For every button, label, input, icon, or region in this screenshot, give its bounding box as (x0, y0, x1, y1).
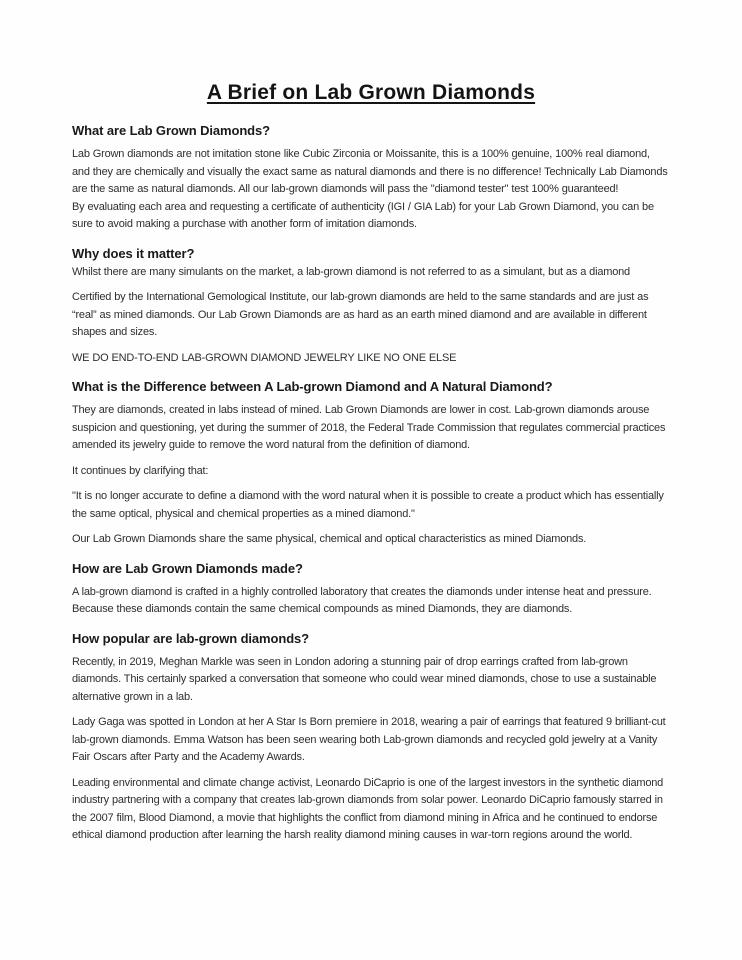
section-why-does-it-matter (72, 245, 670, 368)
section-heading: How are Lab Grown Diamonds made? (72, 560, 303, 576)
section-how-are-lab-grown-diamonds-made (72, 560, 670, 619)
paragraph: WE DO END-TO-END LAB-GROWN DIAMOND JEWELRY LIKE NO ONE ELSE (72, 351, 457, 364)
section-heading: What is the Difference between A Lab-grown Diamond and A Natural Diamond? (72, 379, 553, 394)
paragraph: Our Lab Grown Diamonds share the same physical, chemical and optical characteristics as mined Diamonds. (72, 533, 587, 545)
section-what-are-lab-grown-diamonds (72, 122, 670, 234)
paragraph: "It is no longer accurate to define a diamond with the word natural when it is possible to create a product which has essentially the same optical, physical and chemical properties as a mined diamond." (72, 490, 664, 520)
paragraph: A lab-grown diamond is crafted in a highly controlled laboratory that creates the diamonds under intense heat and pressure. Because these diamonds contain the same chemical compounds as mined Diamonds, they are diamonds. (72, 585, 652, 615)
paragraph: Recently, in 2019, Meghan Markle was seen in London adoring a stunning pair of drop earrings crafted from lab-grown diamonds. This certainly sparked a conversation that someone who could wear mined diamonds, chose to use a sustainable alternative grown in a lab. (72, 655, 657, 703)
paragraph: By evaluating each area and requesting a certificate of authenticity (IGI / GIA Lab) for your Lab Grown Diamond, you can be sure to avoid making a purchase with another form of imitation diamonds. (72, 200, 654, 230)
paragraph: Lab Grown diamonds are not imitation stone like Cubic Zirconia or Moissanite, this is a 100% genuine, 100% real diamond, and they are chemically and visually the exact same as natural diamonds and there is no difference! Technically Lab Diamonds are the same as natural diamonds. All our lab-grown diamonds will pass the "diamond tester" test 100% guaranteed! (72, 148, 668, 195)
document-title: A Brief on Lab Grown Diamonds (206, 81, 536, 104)
paragraph: They are diamonds, created in labs instead of mined. Lab Grown Diamonds are lower in cost. Lab-grown diamonds arouse suspicion and questioning, yet during the summer of 2018, the Federal Trade Commission that regulates commercial practices amended its jewelry guide to remove the word natural from the definition of diamond. (72, 404, 666, 451)
paragraph: It continues by clarifying that: (72, 464, 209, 477)
section-heading: How popular are lab-grown diamonds? (72, 630, 310, 646)
section-heading: What are Lab Grown Diamonds? (72, 123, 270, 138)
paragraph: Lady Gaga was spotted in London at her A Star Is Born premiere in 2018, wearing a pair of earrings that featured 9 brilliant-cut lab-grown diamonds. Emma Watson has been seen wearing both Lab-grown diamonds and recycled gold jewelry at a Vanity Fair Oscars after Party and the Academy Awards. (72, 716, 666, 763)
paragraph: Certified by the International Gemological Institute, our lab-grown diamonds are held to the same standards and are just as “real” as mined diamonds. Our Lab Grown Diamonds are as hard as an earth mined diamond and are available in different shapes and sizes. (72, 291, 649, 338)
paragraph: Leading environmental and climate change activist, Leonardo DiCaprio is one of the largest investors in the synthetic diamond industry partnering with a company that creates lab-grown diamonds from solar power. Leonardo DiCaprio famously starred in the 2007 film, Blood Diamond, a movie that highlights the conflict from diamond mining in Africa and he continued to endorse ethical diamond production after learning the harsh reality diamond mining causes in war-torn regions around the world. (72, 776, 664, 841)
section-how-popular-are-lab-grown-diamonds (72, 630, 670, 845)
paragraph: Whilst there are many simulants on the market, a lab-grown diamond is not referred to as a simulant, but as a diamond (72, 265, 630, 278)
section-difference-lab-grown-vs-natural (72, 378, 670, 549)
section-heading: Why does it matter? (72, 245, 195, 261)
